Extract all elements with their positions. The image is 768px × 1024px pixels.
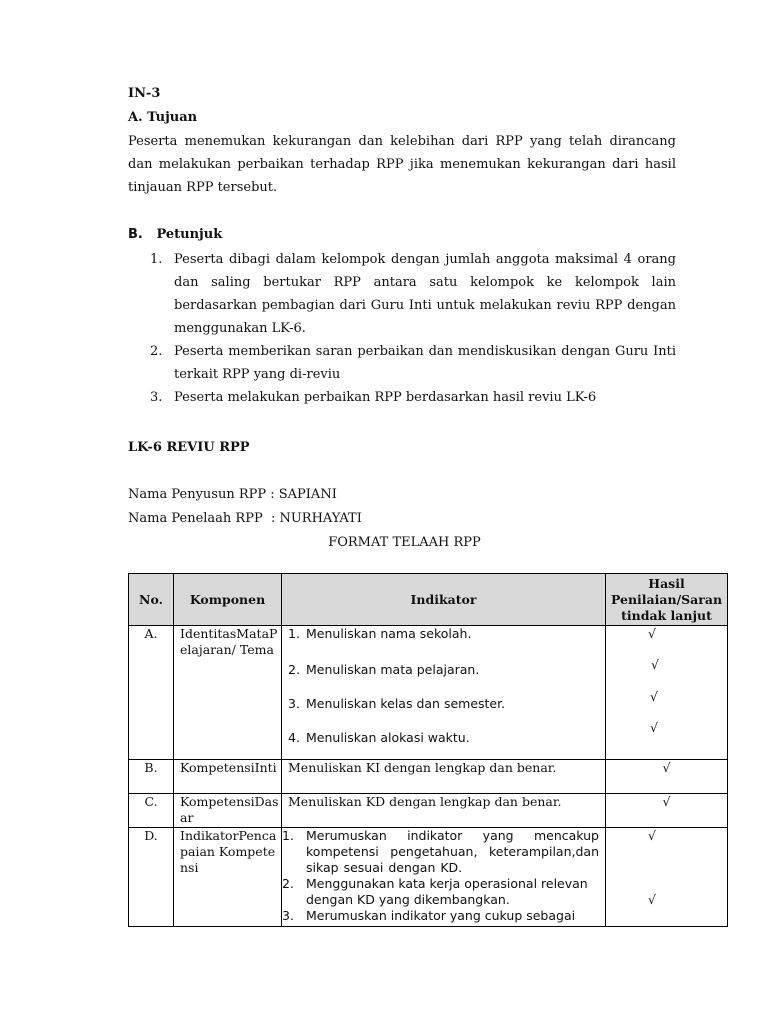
format-title: FORMAT TELAAH RPP [328, 535, 481, 550]
check-mark: √ [648, 892, 656, 907]
table-row [129, 626, 728, 760]
check-mark: √ [650, 720, 658, 735]
table-row [129, 760, 728, 794]
petunjuk-title: Petunjuk [156, 227, 223, 242]
row-indikator [282, 828, 606, 927]
tujuan-text: Peserta menemukan kekurangan dan kelebihan dari RPP yang telah dirancang dan melakukan perbaikan terhadap RPP jika menemukan kekurangan dari hasil tinjauan RPP tersebut. [128, 134, 676, 195]
header-hasil: Hasil Penilaian/Saran tindak lanjut [606, 574, 728, 626]
row-hasil [606, 626, 728, 760]
section-code: IN-3 [128, 86, 161, 101]
indikator-item: 1. Menuliskan nama sekolah. [288, 626, 472, 641]
list-item: 3. Peserta melakukan perbaikan RPP berdasarkan hasil reviu LK-6 [150, 390, 597, 405]
check-mark: √ [651, 657, 659, 672]
table-header-row [129, 574, 728, 626]
row-no: A. [129, 626, 174, 760]
petunjuk-letter: B. [128, 227, 143, 242]
row-komponen: KompetensiDasar [174, 794, 282, 828]
penelaah-line: Nama Penelaah RPP : NURHAYATI [128, 511, 362, 526]
indikator-item: 2. Menggunakan kata kerja operasional relevan dengan KD yang dikembangkan. [282, 876, 588, 907]
list-item: 2. Peserta memberikan saran perbaikan dan mendiskusikan dengan Guru Inti terkait RPP yang di-reviu [150, 344, 676, 382]
table-row [129, 828, 728, 927]
row-no: D. [129, 828, 174, 927]
header-no: No. [129, 574, 174, 626]
row-komponen: KompetensiInti [174, 760, 282, 794]
petunjuk-list [150, 248, 676, 409]
check-mark: √ [648, 828, 656, 843]
indikator-item: 2. Menuliskan mata pelajaran. [288, 662, 480, 677]
check-mark: √ [606, 794, 728, 828]
row-no: C. [129, 794, 174, 828]
telaah-table [128, 573, 728, 927]
header-indikator: Indikator [282, 574, 606, 626]
header-komponen: Komponen [174, 574, 282, 626]
petunjuk-heading [128, 227, 222, 242]
row-komponen: IdentitasMataPelajaran/ Tema [174, 626, 282, 760]
row-no: B. [129, 760, 174, 794]
check-mark: √ [648, 626, 656, 641]
indikator-item: 3. Menuliskan kelas dan semester. [288, 696, 506, 711]
penyusun-line: Nama Penyusun RPP : SAPIANI [128, 487, 337, 502]
row-komponen: IndikatorPencapaian Kompetensi [174, 828, 282, 927]
check-mark: √ [650, 689, 658, 704]
lk-title: LK-6 REVIU RPP [128, 440, 250, 455]
row-indikator: Menuliskan KD dengan lengkap dan benar. [282, 794, 606, 828]
tujuan-heading: A. Tujuan [128, 110, 198, 125]
check-mark: √ [606, 760, 728, 794]
row-indikator: Menuliskan KI dengan lengkap dan benar. [282, 760, 606, 794]
table-row [129, 794, 728, 828]
row-indikator [282, 626, 606, 760]
indikator-item: 3. Merumuskan indikator yang cukup sebagai [282, 908, 576, 923]
indikator-item: 1. Merumuskan indikator yang mencakup kompetensi pengetahuan, keterampilan,dan sikap sesuai dengan KD. [282, 828, 599, 875]
list-item: 1. Peserta dibagi dalam kelompok dengan jumlah anggota maksimal 4 orang dan saling bertukar RPP antara satu kelompok ke kelompok lain berdasarkan pembagian dari Guru Inti untuk melakukan reviu RPP dengan menggunakan LK-6. [150, 252, 676, 336]
row-hasil [606, 828, 728, 927]
indikator-item: 4. Menuliskan alokasi waktu. [288, 730, 470, 745]
